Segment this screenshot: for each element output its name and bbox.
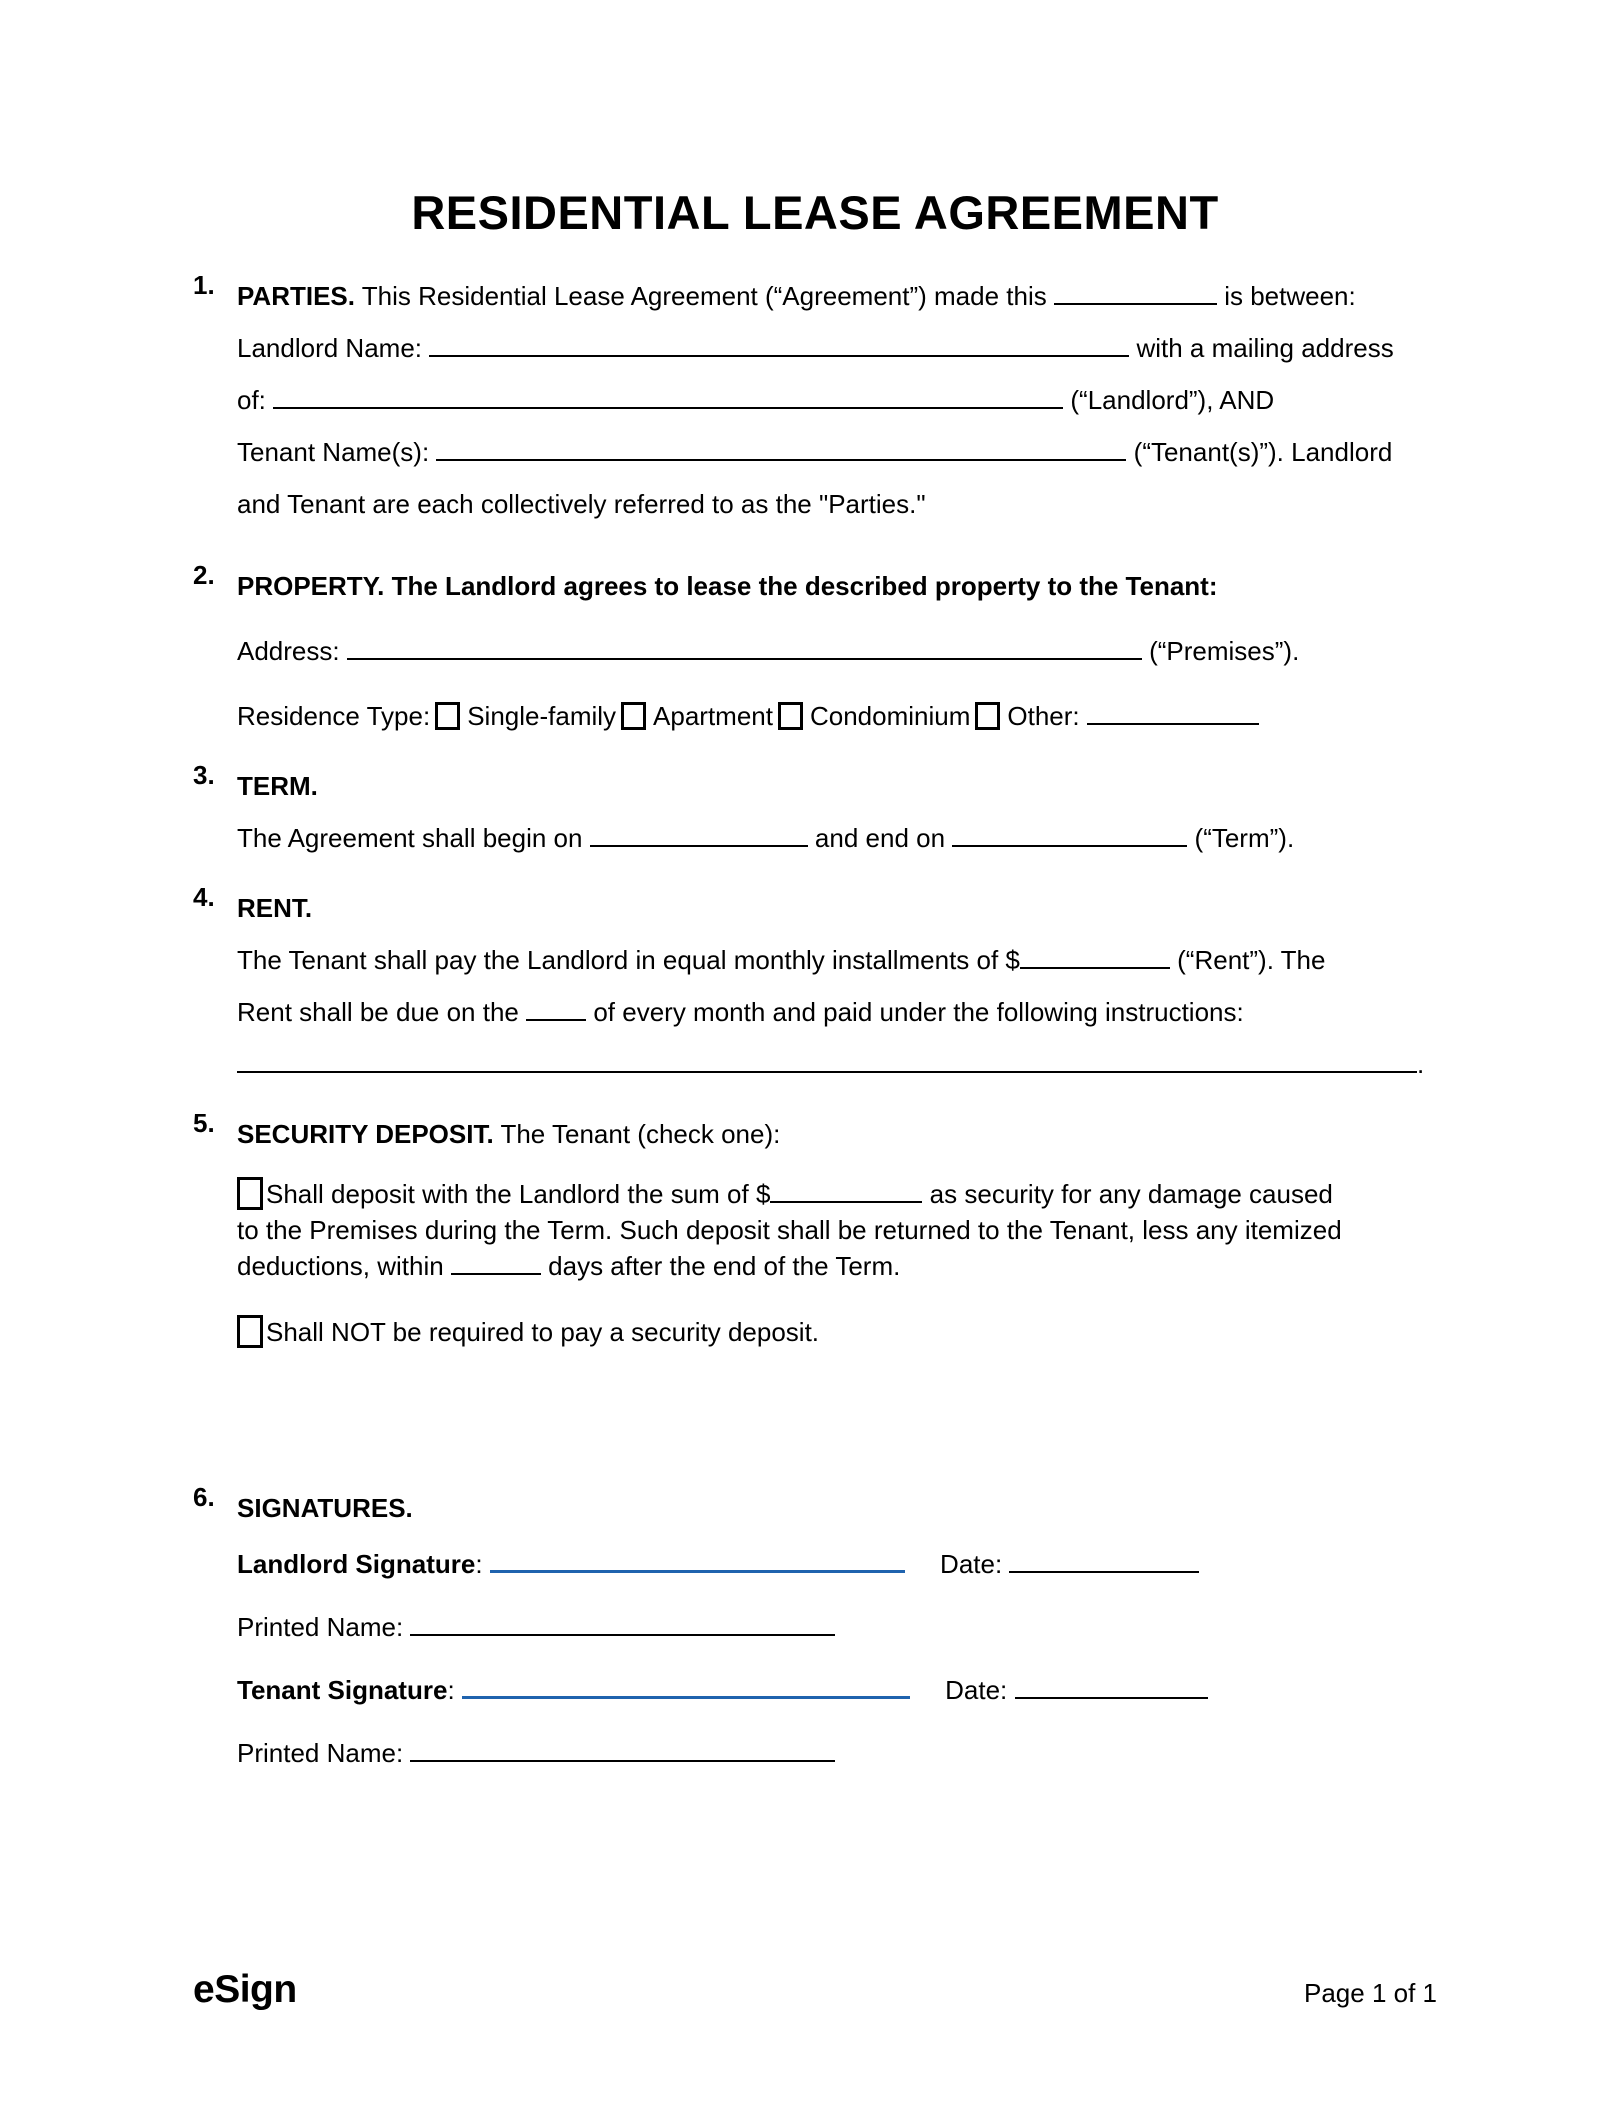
rent-amount-text: The Tenant shall pay the Landlord in equal monthly installments of $ xyxy=(237,945,1020,975)
section-signatures xyxy=(193,1482,1437,1800)
page-number: Page 1 of 1 xyxy=(1304,1978,1437,2008)
colon: : xyxy=(475,1549,483,1579)
term-designation-text: (“Term”). xyxy=(1194,823,1295,853)
property-address-line xyxy=(237,625,1437,677)
printed-name-label: Printed Name: xyxy=(237,1612,404,1642)
section-heading: TERM. xyxy=(237,771,318,801)
premises-text: (“Premises”). xyxy=(1149,636,1300,666)
address-blank[interactable] xyxy=(347,640,1142,660)
property-intro: The Landlord agrees to lease the described property to the Tenant: xyxy=(391,571,1218,601)
deposit-opt1-line-3 xyxy=(237,1248,1437,1284)
parties-line-5: and Tenant are each collectively referred to as the "Parties." xyxy=(237,489,926,519)
rent-line-2 xyxy=(237,986,1437,1038)
parties-line-1 xyxy=(237,270,1437,322)
section-term xyxy=(193,760,1437,864)
parties-intro: This Residential Lease Agreement (“Agreement”) made this xyxy=(361,281,1047,311)
section-number: 2. xyxy=(193,560,215,590)
parties-line-3 xyxy=(237,374,1437,426)
tenant-signature-row xyxy=(237,1674,1437,1706)
section-number: 5. xyxy=(193,1108,215,1138)
tenant-signature-label: Tenant Signature xyxy=(237,1675,448,1705)
single-family-label: Single-family xyxy=(467,701,617,731)
section-security-deposit xyxy=(193,1108,1437,1350)
term-end-text: and end on xyxy=(814,823,946,853)
landlord-signature-row xyxy=(237,1548,1437,1580)
term-end-blank[interactable] xyxy=(952,827,1187,847)
landlord-signature-field[interactable] xyxy=(490,1552,905,1573)
section-heading: RENT. xyxy=(237,893,313,923)
deposit-amount-blank[interactable] xyxy=(770,1183,922,1203)
single-family-checkbox[interactable] xyxy=(435,702,460,730)
property-heading-line xyxy=(237,560,1437,612)
tenant-printed-name-blank[interactable] xyxy=(410,1742,835,1762)
other-checkbox[interactable] xyxy=(975,702,1000,730)
of-label: of: xyxy=(237,385,266,415)
condominium-checkbox[interactable] xyxy=(778,702,803,730)
parties-intro-end: is between: xyxy=(1224,281,1356,311)
condominium-label: Condominium xyxy=(809,701,971,731)
parties-line-2 xyxy=(237,322,1437,374)
section-number: 6. xyxy=(193,1482,215,1512)
deposit-intro: The Tenant (check one): xyxy=(500,1119,781,1149)
document-content xyxy=(193,0,1437,1800)
deposit-opt1-text-a: Shall deposit with the Landlord the sum of $ xyxy=(266,1179,771,1209)
deposit-opt1-line-1 xyxy=(237,1176,1437,1212)
residence-type-label: Residence Type: xyxy=(237,701,431,731)
deposit-option-1 xyxy=(237,1176,1437,1284)
rent-designation-text: (“Rent”). The xyxy=(1177,945,1326,975)
agreement-date-blank[interactable] xyxy=(1054,285,1217,305)
deposit-days-blank[interactable] xyxy=(451,1255,541,1275)
section-heading: PARTIES. xyxy=(237,281,355,311)
other-blank[interactable] xyxy=(1087,705,1259,725)
deposit-opt1-text-b: as security for any damage caused xyxy=(929,1179,1333,1209)
landlord-date-blank[interactable] xyxy=(1009,1553,1199,1573)
deposit-opt1-line-2: to the Premises during the Term. Such deposit shall be returned to the Tenant, less any itemized xyxy=(237,1215,1342,1245)
residence-type-line xyxy=(237,690,1437,742)
section-number: 3. xyxy=(193,760,215,790)
no-deposit-checkbox[interactable] xyxy=(237,1315,263,1348)
rent-amount-blank[interactable] xyxy=(1020,949,1170,969)
deposit-option-2 xyxy=(237,1314,1437,1350)
tenant-designation-text: (“Tenant(s)”). Landlord xyxy=(1133,437,1393,467)
parties-line-4 xyxy=(237,426,1437,478)
deposit-required-checkbox[interactable] xyxy=(237,1177,263,1210)
printed-name-label: Printed Name: xyxy=(237,1738,404,1768)
section-heading: SIGNATURES. xyxy=(237,1493,413,1523)
section-property xyxy=(193,560,1437,742)
rent-due-text: Rent shall be due on the xyxy=(237,997,519,1027)
section-number: 4. xyxy=(193,882,215,912)
landlord-printed-name-blank[interactable] xyxy=(410,1616,835,1636)
section-rent xyxy=(193,882,1437,1090)
landlord-signature-label: Landlord Signature xyxy=(237,1549,476,1579)
term-start-blank[interactable] xyxy=(590,827,808,847)
rent-due-day-blank[interactable] xyxy=(526,1001,586,1021)
esign-logo: eSign xyxy=(193,1968,297,2011)
tenant-signature-field[interactable] xyxy=(462,1678,910,1699)
term-begin-text: The Agreement shall begin on xyxy=(237,823,583,853)
landlord-printed-name-row xyxy=(237,1611,1437,1643)
term-line xyxy=(237,812,1437,864)
landlord-name-label: Landlord Name: xyxy=(237,333,422,363)
deposit-opt2-text: Shall NOT be required to pay a security deposit. xyxy=(266,1317,820,1347)
page-footer xyxy=(193,1968,1437,2012)
section-heading: SECURITY DEPOSIT. xyxy=(237,1119,494,1149)
signatures-heading-line xyxy=(237,1482,1437,1534)
tenant-date-blank[interactable] xyxy=(1015,1679,1208,1699)
rent-instructions-text: of every month and paid under the following instructions: xyxy=(593,997,1244,1027)
mailing-address-text: with a mailing address xyxy=(1136,333,1394,363)
apartment-checkbox[interactable] xyxy=(621,702,646,730)
deposit-opt1-text-d: days after the end of the Term. xyxy=(548,1251,901,1281)
section-parties xyxy=(193,270,1437,530)
landlord-address-blank[interactable] xyxy=(273,389,1063,409)
section-heading: PROPERTY. xyxy=(237,571,385,601)
section-number: 1. xyxy=(193,270,215,300)
tenant-name-label: Tenant Name(s): xyxy=(237,437,430,467)
rent-line-3 xyxy=(237,1038,1437,1090)
term-heading-line xyxy=(237,760,1437,812)
deposit-heading-line xyxy=(237,1108,1437,1160)
deposit-opt1-text-c: deductions, within xyxy=(237,1251,444,1281)
other-label: Other: xyxy=(1007,701,1080,731)
tenant-name-blank[interactable] xyxy=(436,441,1126,461)
payment-instructions-blank[interactable] xyxy=(237,1053,1417,1073)
date-label: Date: xyxy=(945,1675,1008,1705)
page-title: RESIDENTIAL LEASE AGREEMENT xyxy=(411,186,1219,239)
landlord-name-blank[interactable] xyxy=(429,337,1129,357)
landlord-designation-text: (“Landlord”), AND xyxy=(1070,385,1275,415)
rent-line-1 xyxy=(237,934,1437,986)
colon: : xyxy=(447,1675,455,1705)
date-label: Date: xyxy=(940,1549,1003,1579)
period-text: . xyxy=(1417,1049,1425,1079)
rent-heading-line xyxy=(237,882,1437,934)
tenant-printed-name-row xyxy=(237,1737,1437,1769)
address-label: Address: xyxy=(237,636,340,666)
apartment-label: Apartment xyxy=(653,701,773,731)
